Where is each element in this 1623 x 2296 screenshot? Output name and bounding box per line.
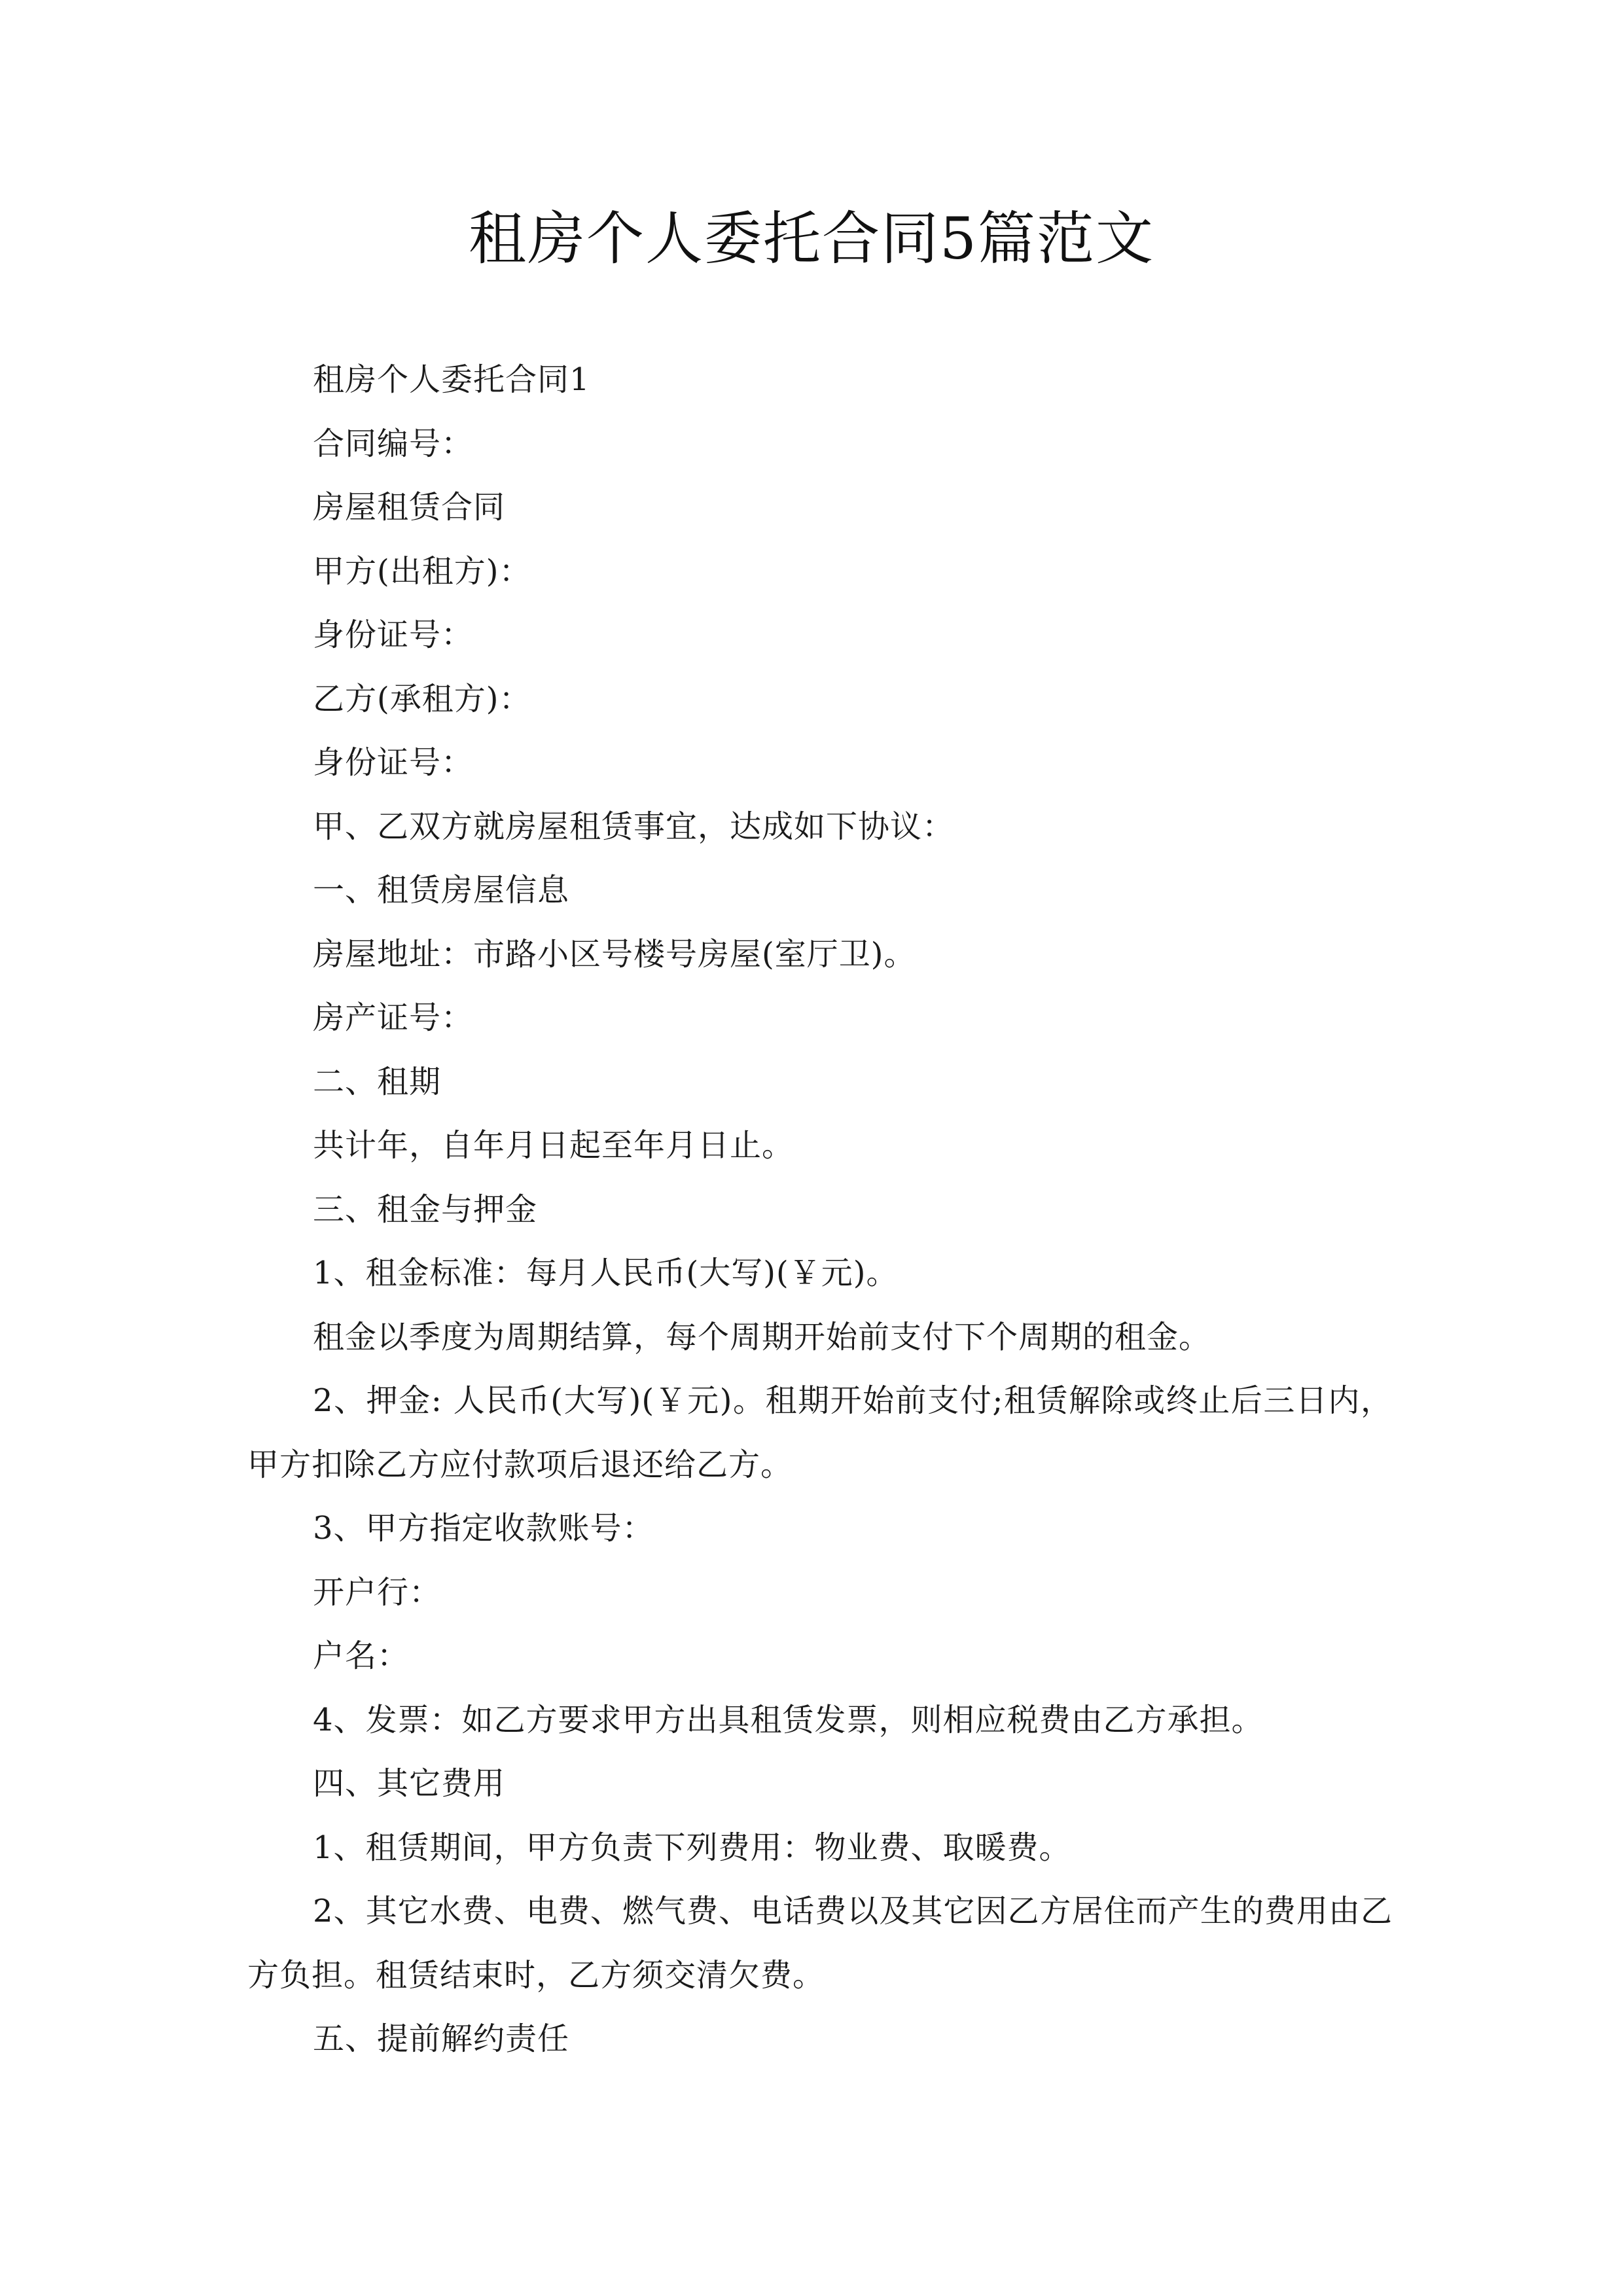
paragraph-invoice: 4、发票：如乙方要求甲方出具租赁发票，则相应税费由乙方承担。 bbox=[313, 1701, 1264, 1738]
paragraph-agreement-intro: 甲、乙双方就房屋租赁事宜，达成如下协议： bbox=[313, 808, 955, 845]
paragraph-bank: 开户行： bbox=[313, 1573, 442, 1611]
paragraph-rent-settlement: 租金以季度为周期结算，每个周期开始前支付下个周期的租金。 bbox=[313, 1318, 1211, 1355]
paragraph-party-b-id: 身份证号： bbox=[313, 744, 474, 781]
section-heading-property-info: 一、租赁房屋信息 bbox=[313, 872, 570, 908]
paragraph-contract-number: 合同编号： bbox=[313, 425, 474, 462]
paragraph-term-duration: 共计年，自年月日起至年月日止。 bbox=[313, 1127, 794, 1164]
section-heading-other-fees: 四、其它费用 bbox=[313, 1765, 506, 1802]
paragraph-deposit: 2、押金: 人民币(大写)(￥元)。租期开始前支付;租赁解除或终止后三日内，甲方扣除乙方应付款项后退还给乙方。 bbox=[247, 1382, 1393, 1483]
paragraph-tenant-fees: 2、其它水费、电费、燃气费、电话费以及其它因乙方居住而产生的费用由乙方负担。租赁结束时，乙方须交清欠费。 bbox=[247, 1893, 1393, 1994]
paragraph-payment-account: 3、甲方指定收款账号： bbox=[313, 1510, 654, 1547]
paragraph-party-a-id: 身份证号： bbox=[313, 617, 474, 653]
paragraph-account-name: 户名： bbox=[313, 1638, 410, 1674]
document-body bbox=[247, 348, 1393, 2072]
paragraph-party-b: 乙方(承租方)： bbox=[313, 680, 531, 717]
paragraph-rent-standard: 1、租金标准：每月人民币(大写)(￥元)。 bbox=[313, 1255, 899, 1291]
paragraph-landlord-fees: 1、租赁期间，甲方负责下列费用：物业费、取暖费。 bbox=[313, 1829, 1071, 1866]
paragraph-property-certificate: 房产证号： bbox=[313, 999, 474, 1036]
paragraph-contract-heading: 租房个人委托合同1 bbox=[313, 361, 590, 398]
section-heading-rent-deposit: 三、租金与押金 bbox=[313, 1191, 538, 1228]
document-title: 租房个人委托合同5篇范文 bbox=[469, 205, 1154, 272]
paragraph-property-address: 房屋地址：市路小区号楼号房屋(室厅卫)。 bbox=[313, 935, 916, 973]
paragraph-party-a: 甲方(出租方)： bbox=[313, 552, 531, 590]
paragraph-lease-contract: 房屋租赁合同 bbox=[313, 489, 506, 526]
section-heading-early-termination: 五、提前解约责任 bbox=[313, 2020, 570, 2057]
section-heading-term: 二、租期 bbox=[313, 1063, 442, 1100]
